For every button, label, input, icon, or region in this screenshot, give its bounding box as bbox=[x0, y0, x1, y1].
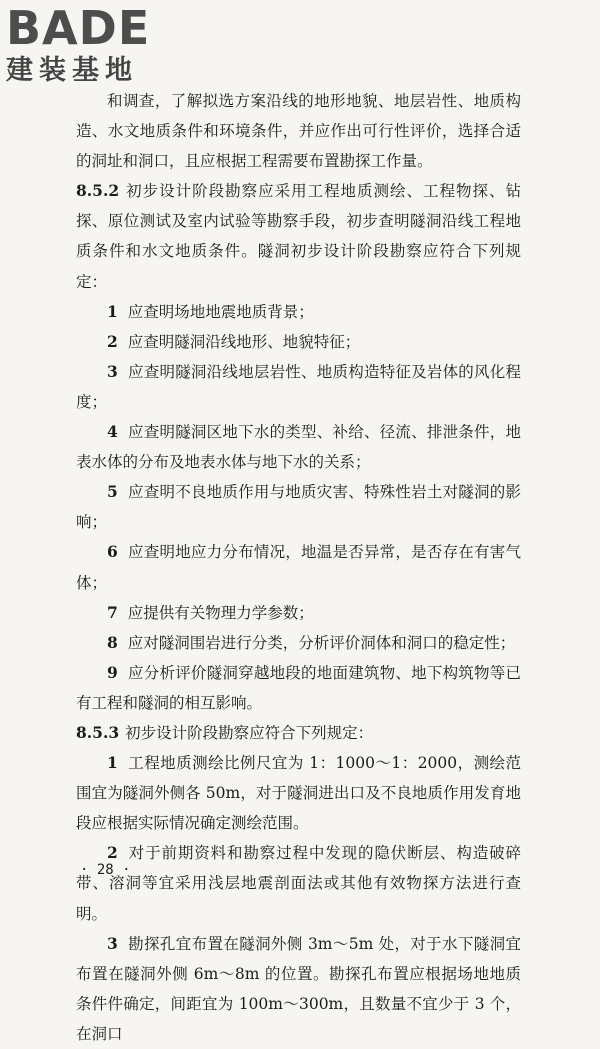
document-body bbox=[76, 86, 521, 1049]
item-number: 7 bbox=[107, 602, 118, 622]
section-8-5-2 bbox=[76, 176, 521, 296]
item-text: 勘探孔宜布置在隧洞外侧 3m～5m 处，对于水下隧洞宜布置在隧洞外侧 6m～8m 的位置。勘探孔布置应根据场地地质条件件确定，间距宜为 100m～300m，且数量不宜少于 3 个，在洞口 bbox=[76, 934, 521, 1043]
item-number: 6 bbox=[107, 542, 118, 562]
logo bbox=[6, 1, 176, 86]
item-text: 应分析评价隧洞穿越地段的地面建筑物、地下构筑物等已有工程和隧洞的相互影响。 bbox=[76, 663, 521, 712]
list-item bbox=[76, 929, 521, 1049]
item-number: 2 bbox=[107, 331, 118, 351]
list-item bbox=[76, 357, 521, 417]
item-number: 3 bbox=[107, 361, 118, 381]
list-item bbox=[76, 628, 521, 658]
section-text: 初步设计阶段勘察应符合下列规定： bbox=[125, 723, 374, 742]
item-text: 工程地质测绘比例尺宜为 1：1000～1：2000，测绘范围宜为隧洞外侧各 50m，对于隧洞进出口及不良地质作用发育地段应根据实际情况确定测绘范围。 bbox=[76, 754, 521, 833]
logo-subtitle: 建装基地 bbox=[6, 55, 138, 86]
list-item bbox=[76, 327, 521, 357]
item-number: 9 bbox=[107, 662, 118, 682]
item-text: 应查明不良地质作用与地质灾害、特殊性岩土对隧洞的影响； bbox=[76, 483, 521, 532]
item-number: 4 bbox=[107, 422, 118, 442]
page-number: · 28 · bbox=[80, 862, 131, 878]
list-item bbox=[76, 537, 521, 597]
list-item bbox=[76, 297, 521, 327]
list-item bbox=[76, 477, 521, 537]
section-number: 8.5.2 bbox=[76, 181, 120, 201]
list-item bbox=[76, 838, 521, 928]
logo-wordmark: BADE bbox=[6, 1, 151, 55]
section-8-5-3 bbox=[76, 718, 521, 748]
item-number: 1 bbox=[107, 301, 118, 321]
section-text: 初步设计阶段勘察应采用工程地质测绘、工程物探、钻探、原位测试及室内试验等勘察手段，初步查明隧洞沿线工程地质条件和水文地质条件。隧洞初步设计阶段勘察应符合下列规定： bbox=[76, 182, 521, 291]
item-number: 2 bbox=[107, 843, 118, 863]
item-text: 应查明地应力分布情况，地温是否异常，是否存在有害气体； bbox=[76, 543, 521, 592]
item-number: 5 bbox=[107, 482, 118, 502]
list-item bbox=[76, 417, 521, 477]
list-item bbox=[76, 658, 521, 718]
item-number: 8 bbox=[107, 632, 118, 652]
list-item bbox=[76, 598, 521, 628]
item-text: 应查明隧洞沿线地形、地貌特征； bbox=[127, 332, 361, 351]
item-number: 1 bbox=[107, 753, 118, 773]
item-text: 应查明场地地震地质背景； bbox=[127, 302, 314, 321]
item-number: 3 bbox=[107, 933, 118, 953]
section-number: 8.5.3 bbox=[76, 722, 120, 742]
item-text: 应对隧洞围岩进行分类，分析评价洞体和洞口的稳定性； bbox=[127, 633, 516, 652]
intro-paragraph: 和调查，了解拟选方案沿线的地形地貌、地层岩性、地质构造、水文地质条件和环境条件，并应作出可行性评价，选择合适的洞址和洞口，且应根据工程需要布置勘探工作量。 bbox=[76, 92, 521, 171]
item-text: 对于前期资料和勘察过程中发现的隐伏断层、构造破碎带、溶洞等宜采用浅层地震剖面法或其他有效物探方法进行查明。 bbox=[76, 844, 521, 923]
list-item bbox=[76, 748, 521, 838]
item-text: 应查明隧洞区地下水的类型、补给、径流、排泄条件，地表水体的分布及地表水体与地下水的关系； bbox=[76, 423, 521, 472]
item-text: 应提供有关物理力学参数； bbox=[127, 603, 314, 622]
item-text: 应查明隧洞沿线地层岩性、地质构造特征及岩体的风化程度； bbox=[76, 362, 521, 411]
